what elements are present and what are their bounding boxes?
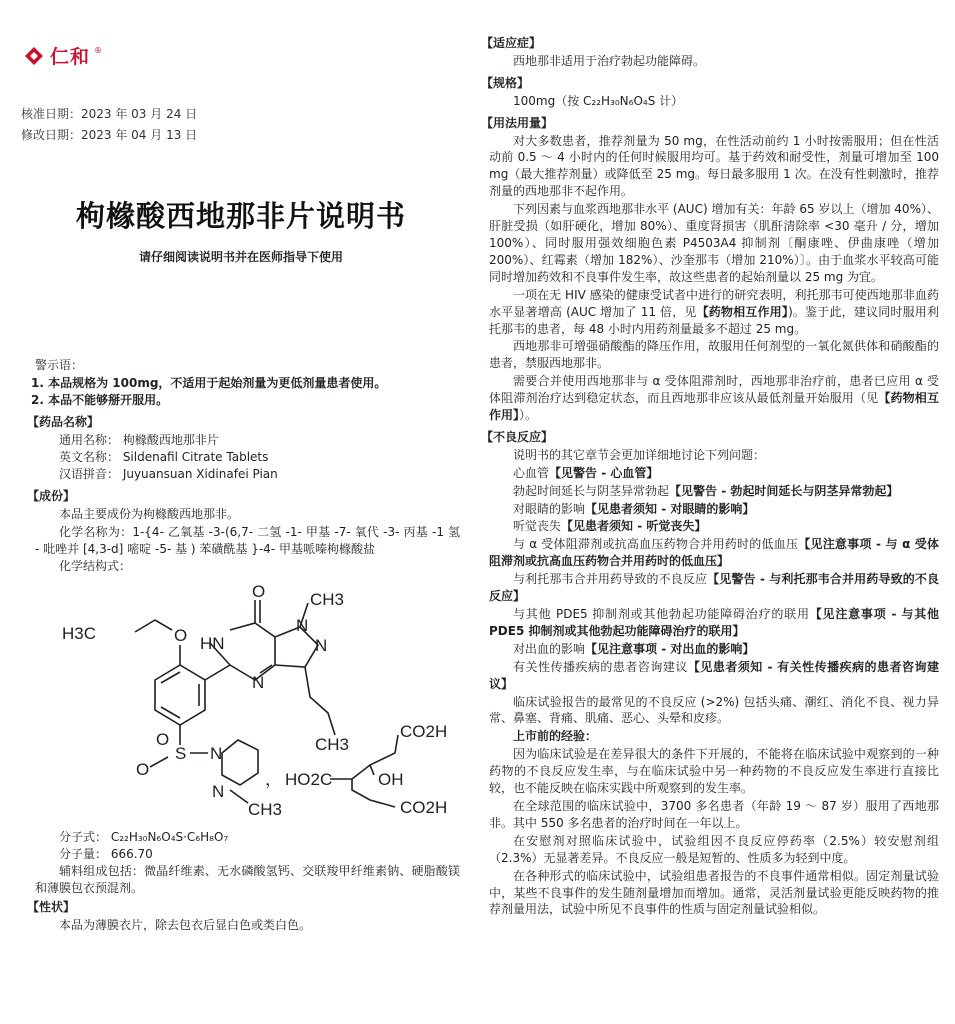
dosage-p3: 一项在无 HIV 感染的健康受试者中进行的研究表明，利托那韦可使西地那非血药水平显著增高 (AUC 增加了 11 倍，见【药物相互作用】)。鉴于此，建议同时服用利托那韦的患者，每 48 小时内用药剂量最多不超过 25 mg。 bbox=[489, 287, 939, 336]
indications-heading: 【适应症】 bbox=[481, 36, 542, 50]
approval-date: 核准日期：2023 年 03 月 24 日 bbox=[21, 107, 198, 121]
english-name: 英文名称： Sildenafil Citrate Tablets bbox=[59, 450, 269, 464]
chemical-name: 化学名称为：1-{4- 乙氧基 -3-(6,7- 二氢 -1- 甲基 -7- 氧代 -3- 丙基 -1 氢 - 吡唑并 [4,3-d] 嘧啶 -5- 基 ) 苯磺酰基 }-4- 甲基哌嗪枸橼酸盐 bbox=[35, 525, 460, 556]
revision-date: 修改日期：2023 年 04 月 13 日 bbox=[21, 128, 198, 142]
appearance-heading: 【性状】 bbox=[27, 900, 76, 914]
struct-ch3-prop: CH3 bbox=[315, 735, 350, 754]
warning-item-1: 1. 本品规格为 100mg，不适用于起始剂量为更低剂量患者使用。 bbox=[31, 376, 387, 390]
structure-label: 化学结构式： bbox=[59, 559, 132, 573]
specification-text: 100mg（按 C₂₂H₃₀N₆O₄S 计） bbox=[513, 93, 684, 108]
adverse-item: 与其他 PDE5 抑制剂或其他勃起功能障碍治疗的联用【见注意事项 - 与其他 PDE5 抑制剂或其他勃起功能障碍治疗的联用】 bbox=[489, 607, 940, 638]
adverse-item: 心血管【见警告 - 心血管】 bbox=[513, 465, 659, 480]
adverse-clinical: 临床试验报告的最常见的不良反应 (>2%) 包括头痛、潮红、消化不良、视力异常、鼻塞、背痛、肌痛、恶心、头晕和皮疹。 bbox=[489, 694, 939, 726]
struct-ch3-top: CH3 bbox=[310, 590, 345, 609]
struct-ch3-pip: CH3 bbox=[248, 800, 283, 819]
struct-hn: HN bbox=[200, 634, 225, 653]
premarket-p3: 在安慰剂对照临床试验中，试验组因不良反应停药率（2.5%）较安慰剂组（2.3%）无显著差异。不良反应一般是短暂的、性质多为轻到中度。 bbox=[489, 833, 939, 865]
warning-heading: 警示语： bbox=[35, 358, 84, 372]
struct-n1: N bbox=[296, 616, 309, 635]
struct-n3: N bbox=[252, 673, 265, 692]
struct-comma: ， bbox=[265, 770, 282, 789]
renhe-logo-icon bbox=[22, 45, 46, 67]
excipients: 辅料组成包括：微晶纤维素、无水磷酸氢钙、交联羧甲纤维素钠、硬脂酸镁和薄膜包衣预混剂。 bbox=[35, 864, 460, 895]
premarket-p1: 因为临床试验是在差异很大的条件下开展的，不能将在临床试验中观察到的一种药物的不良反应发生率，与在临床试验中另一种药物的不良反应发生率进行直接比较，也不能反映在临床实践中所观察到的发生率。 bbox=[489, 747, 939, 796]
struct-h3c: H3C bbox=[62, 624, 97, 643]
left-body bbox=[27, 357, 460, 575]
adverse-item: 有关性传播疾病的患者咨询建议【见患者须知 - 有关性传播疾病的患者咨询建议】 bbox=[489, 659, 939, 691]
dosage-heading: 【用法用量】 bbox=[481, 115, 554, 130]
struct-n-pip2: N bbox=[212, 782, 225, 801]
left-body-lower bbox=[27, 829, 460, 934]
indications-text: 西地那非适用于治疗勃起功能障碍。 bbox=[513, 53, 706, 68]
composition-heading: 【成份】 bbox=[27, 489, 76, 503]
dosage-p2: 下列因素与血浆西地那非水平 (AUC) 增加有关：年龄 65 岁以上（增加 40%）、肝脏受损（如肝硬化，增加 80%）、重度肾损害（肌酐清除率 <30 毫升 / 分，增加 100%）、同时服用强效细胞色素 P4503A4 抑制剂〔酮康唑、伊曲康唑（增加 200%）、红霉素（增加 182%）、沙奎那韦（增加 210%）〕。由于血浆水平较高可能同时增加药效和不良事件发生率，故这些患者的起始剂量以 25 mg 为宜。 bbox=[489, 202, 939, 284]
dosage-p1: 对大多数患者，推荐剂量为 50 mg，在性活动前约 1 小时按需服用；但在性活动前 0.5 ～ 4 小时内的任何时候服用均可。基于药效和耐受性，剂量可增加至 100 mg（最大推荐剂量）或降低至 25 mg。每日最多服用 1 次。在没有性刺激时，推荐剂量的西地那非不起作用。 bbox=[489, 133, 939, 199]
adverse-item: 与利托那韦合并用药导致的不良反应【见警告 - 与利托那韦合并用药导致的不良反应】 bbox=[489, 572, 939, 604]
struct-n2: N bbox=[315, 636, 328, 655]
struct-ho2c: HO2C bbox=[285, 770, 333, 789]
struct-o-top: O bbox=[252, 585, 266, 601]
premarket-heading: 上市前的经验： bbox=[513, 729, 598, 744]
struct-co2h-top: CO2H bbox=[400, 722, 448, 741]
struct-o-s1: O bbox=[136, 760, 150, 779]
appearance-text: 本品为薄膜衣片，除去包衣后显白色或类白色。 bbox=[59, 918, 312, 932]
adverse-item: 听觉丧失【见患者须知 - 听觉丧失】 bbox=[513, 519, 707, 534]
adverse-item: 对出血的影响【见注意事项 - 对出血的影响】 bbox=[513, 641, 755, 656]
dosage-p4: 西地那非可增强硝酸酯的降压作用，故服用任何剂型的一氧化氮供体和硝酸酯的患者，禁服西地那非。 bbox=[489, 339, 939, 371]
molecular-weight: 分子量： 666.70 bbox=[59, 847, 153, 861]
struct-n-pip1: N bbox=[210, 744, 223, 763]
brand-logo bbox=[22, 42, 102, 69]
dates-block bbox=[21, 104, 197, 146]
struct-o-s2: O bbox=[156, 730, 170, 749]
adverse-heading: 【不良反应】 bbox=[481, 429, 554, 444]
adverse-intro: 说明书的其它章节会更加详细地讨论下列问题： bbox=[513, 447, 766, 462]
adverse-item: 勃起时间延长与阴茎异常勃起【见警告 - 勃起时间延长与阴茎异常勃起】 bbox=[513, 483, 899, 498]
struct-o-ethoxy: O bbox=[174, 626, 188, 645]
right-body bbox=[481, 33, 940, 918]
brand-name: 仁和 bbox=[50, 46, 91, 68]
struct-s: S bbox=[175, 744, 187, 763]
generic-name: 通用名称： 枸橼酸西地那非片 bbox=[59, 433, 219, 447]
premarket-p4: 在各种形式的临床试验中，试验组患者报告的不良事件通常相似。固定剂量试验中，某些不良事件的发生随剂量增加而增加。通常，灵活剂量试验更能反映药物的推荐剂量用法，试验中所见不良事件的性质与固定剂量试验相似。 bbox=[489, 868, 939, 917]
page-subtitle: 请仔细阅读说明书并在医师指导下使用 bbox=[138, 250, 343, 264]
chemical-structure-diagram bbox=[60, 585, 480, 830]
adverse-item: 与 α 受体阻滞剂或抗高血压药物合并用药时的低血压【见注意事项 - 与 α 受体阻滞剂或抗高血压药物合并用药时的低血压】 bbox=[489, 537, 939, 569]
brand-reg-mark: ® bbox=[94, 46, 103, 55]
pinyin-name: 汉语拼音： Juyuansuan Xidinafei Pian bbox=[59, 467, 278, 481]
composition-main: 本品主要成份为枸橼酸西地那非。 bbox=[59, 507, 240, 521]
struct-oh: OH bbox=[378, 770, 404, 789]
page-title: 枸橼酸西地那非片说明书 bbox=[75, 199, 406, 233]
specification-heading: 【规格】 bbox=[481, 75, 530, 90]
struct-co2h-bot: CO2H bbox=[400, 798, 448, 817]
premarket-p2: 在全球范围的临床试验中，3700 多名患者（年龄 19 ～ 87 岁）服用了西地那非。其中 550 多名患者的治疗时间在一年以上。 bbox=[489, 798, 939, 830]
adverse-item: 对眼睛的影响【见患者须知 - 对眼睛的影响】 bbox=[513, 501, 755, 516]
dosage-p5: 需要合并使用西地那非与 α 受体阻滞剂时，西地那非治疗前，患者已应用 α 受体阻滞剂治疗达到稳定状态，而且西地那非应该从最低剂量开始服用（见【药物相互作用】）。 bbox=[489, 374, 939, 423]
drug-name-heading: 【药品名称】 bbox=[27, 415, 100, 429]
warning-item-2: 2. 本品不能够掰开服用。 bbox=[31, 393, 169, 407]
molecular-formula: 分子式： C₂₂H₃₀N₆O₄S·C₆H₈O₇ bbox=[59, 830, 229, 844]
